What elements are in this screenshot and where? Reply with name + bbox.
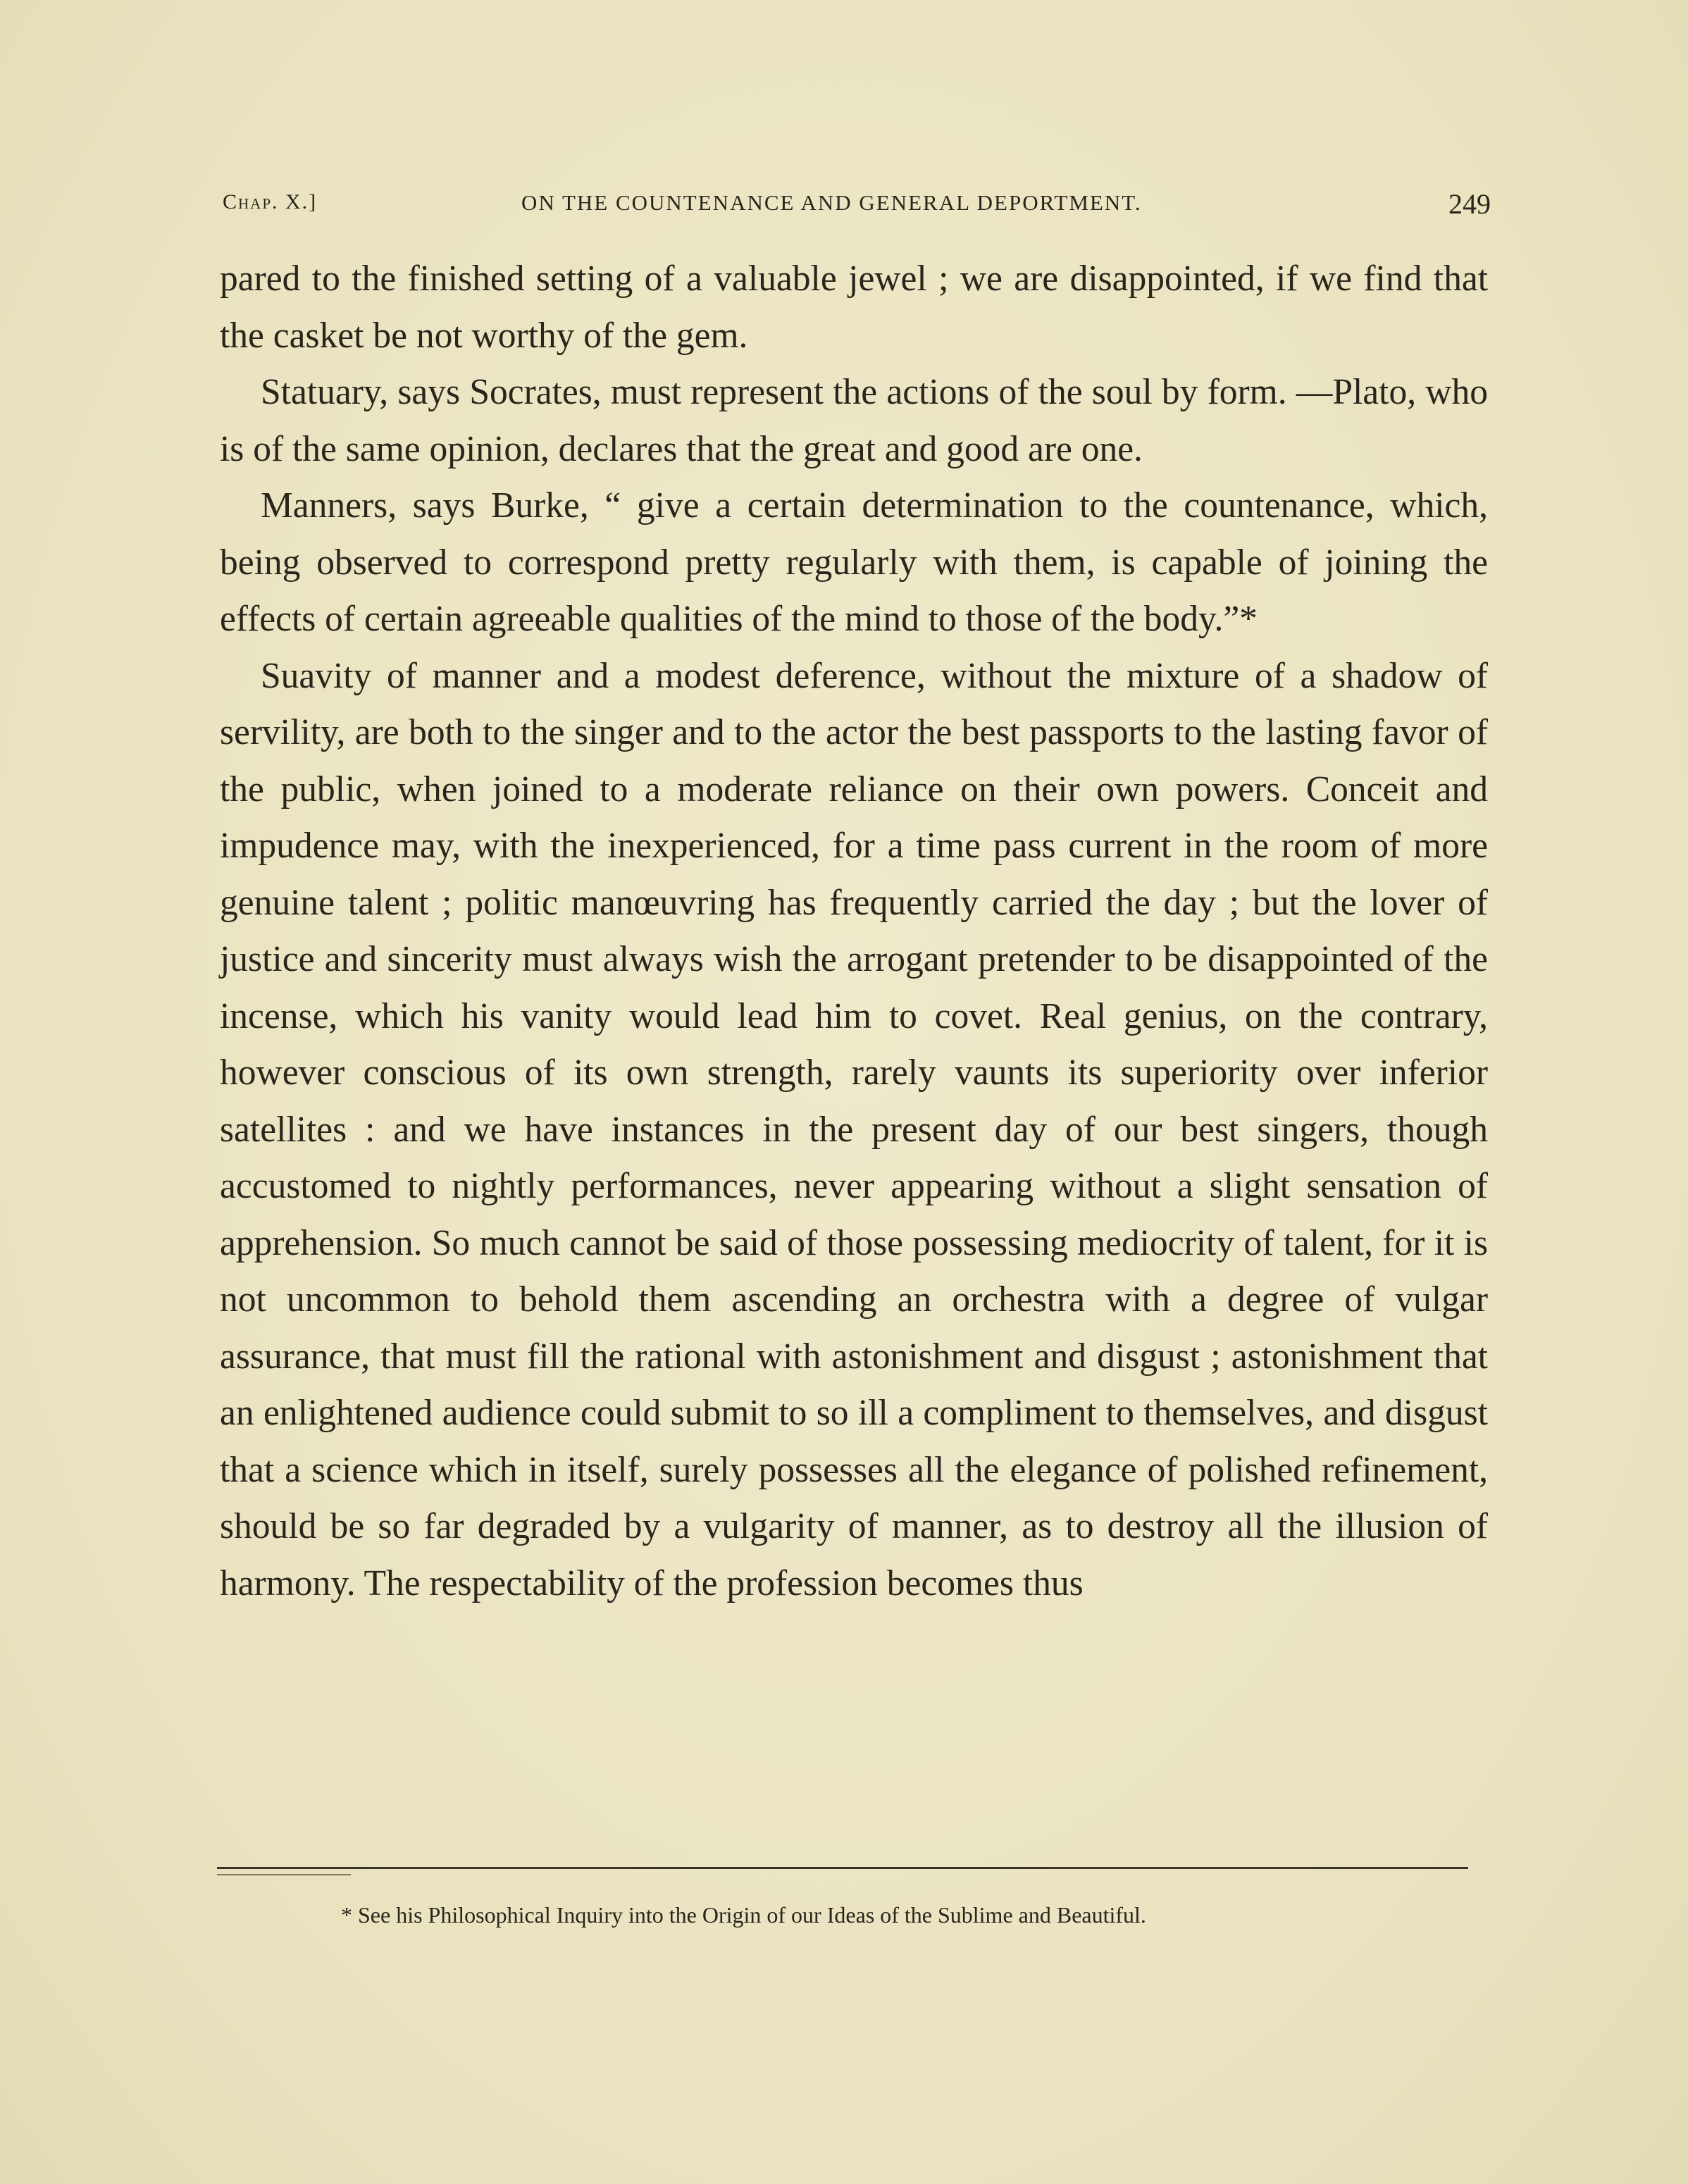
paragraph-burke: Manners, says Burke, “ give a certain determination to the countenance, which, being observed to correspond pretty regularly with them, is capable of joining the effects of certain agreeable qualities of the mind to those of the body.”* [220,485,1488,639]
page-number: 249 [1448,188,1491,220]
body-text [220,251,1488,1612]
footnote: * See his Philosophical Inquiry into the Origin of our Ideas of the Sublime and Beautiful. [341,1902,1146,1928]
paragraph-socrates: Statuary, says Socrates, must represent the actions of the soul by form. —Plato, who is of the same opinion, declares that the great and good are one. [220,372,1488,469]
footnote-rule [217,1867,1468,1869]
running-head [223,185,1491,227]
footnote-rule-short [217,1874,351,1875]
paragraph-continuation: pared to the finished setting of a valuable jewel ; we are disappointed, if we find that the casket be not worthy of the gem. [220,259,1488,356]
paragraph-suavity: Suavity of manner and a modest deference, without the mixture of a shadow of servility, are both to the singer and to the actor the best passports to the lasting favor of the public, when joined to a moderate reliance on their own powers. Conceit and impudence may, with the inexperienced, for a time pass current in the room of more genuine talent ; politic manœuvring has frequently carried the day ; but the lover of justice and sincerity must always wish the arrogant pretender to be disappointed of the incense, which his vanity would lead him to covet. Real genius, on the contrary, however conscious of its own strength, rarely vaunts its superiority over inferior satellites : and we have instances in the present day of our best singers, though accustomed to nightly performances, never appearing without a slight sensation of apprehension. So much cannot be said of those possessing mediocrity of talent, for it is not uncommon to behold them ascending an orchestra with a degree of vulgar assurance, that must fill the rational with astonishment and disgust ; astonishment that an enlightened audience could submit to so ill a compliment to themselves, and disgust that a science which in itself, surely possesses all the elegance of polished refinement, should be so far degraded by a vulgarity of manner, as to destroy all the illusion of harmony. The respectability of the profession becomes thus [220,655,1488,1603]
running-head-chapter: Chap. X.] [223,190,318,213]
running-head-title: ON THE COUNTENANCE AND GENERAL DEPORTMENT. [521,190,1142,215]
